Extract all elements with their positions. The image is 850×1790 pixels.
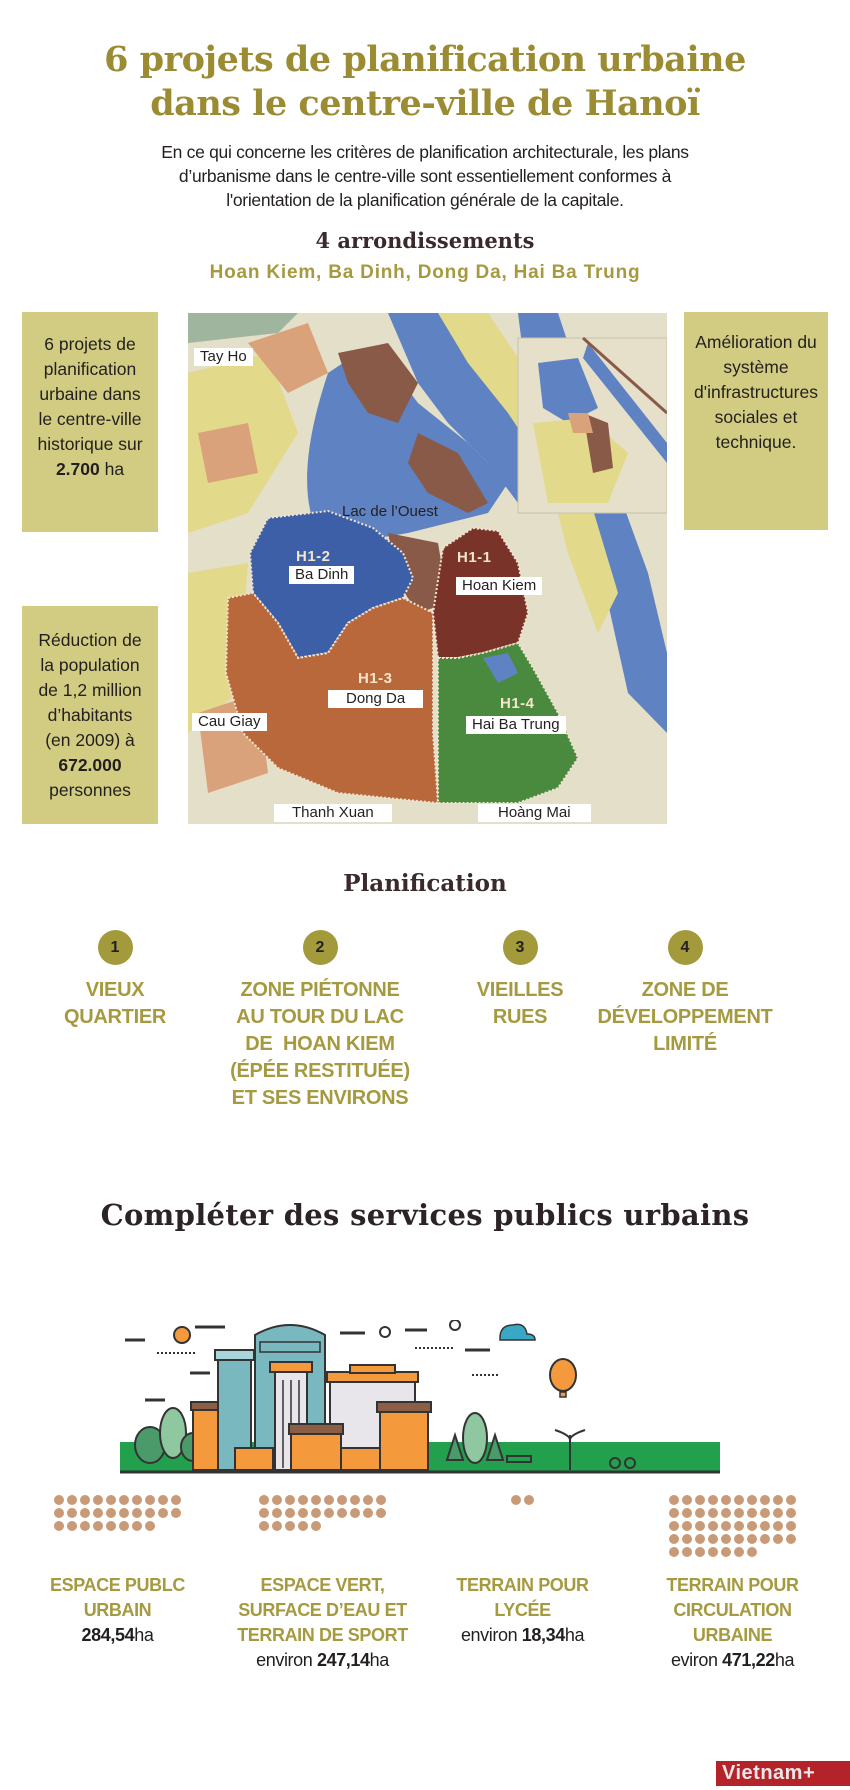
area-dot bbox=[337, 1508, 347, 1518]
label-line: VIEUX bbox=[85, 979, 145, 1001]
number-badge: 4 bbox=[668, 930, 703, 965]
area-dot bbox=[682, 1534, 692, 1544]
area-dot bbox=[311, 1508, 321, 1518]
value-unit: ha bbox=[774, 1650, 795, 1670]
area-dot bbox=[721, 1547, 731, 1557]
stat-label bbox=[640, 1573, 825, 1673]
zone-code-h1-1: H1-1 bbox=[457, 549, 492, 566]
area-dot bbox=[747, 1534, 757, 1544]
value-number: 284,54 bbox=[81, 1625, 135, 1645]
zone-name-hoan-kiem: Hoan Kiem bbox=[456, 577, 542, 595]
area-dot bbox=[119, 1508, 129, 1518]
box-text: personnes bbox=[49, 780, 131, 800]
area-dot bbox=[132, 1521, 142, 1531]
stat-value bbox=[640, 1648, 825, 1673]
area-dot bbox=[669, 1495, 679, 1505]
area-dot bbox=[708, 1534, 718, 1544]
zone-code-h1-4: H1-4 bbox=[500, 695, 535, 712]
value-unit: ha bbox=[369, 1650, 389, 1670]
area-dot bbox=[106, 1508, 116, 1518]
map-label-tay-ho: Tay Ho bbox=[194, 348, 253, 366]
area-dot bbox=[93, 1521, 103, 1531]
title-line-1: 6 projets de planification urbaine bbox=[104, 39, 746, 80]
dot-grid bbox=[440, 1495, 605, 1505]
label-line: ESPACE VERT, bbox=[260, 1575, 385, 1595]
box-text: Réduction de bbox=[38, 630, 142, 650]
area-dot bbox=[376, 1508, 386, 1518]
district-map bbox=[188, 313, 667, 824]
area-dot bbox=[747, 1495, 757, 1505]
area-dot bbox=[376, 1495, 386, 1505]
label-line: DE HOAN KIEM bbox=[245, 1033, 395, 1055]
box-text: (en 2009) à bbox=[45, 730, 135, 750]
stat-value bbox=[225, 1648, 420, 1673]
page-title bbox=[0, 38, 850, 126]
area-dot bbox=[760, 1521, 770, 1531]
area-dot bbox=[734, 1534, 744, 1544]
vietnamplus-logo: Vietnam+ bbox=[716, 1761, 850, 1786]
planning-item-2 bbox=[220, 930, 420, 1112]
area-dot bbox=[158, 1508, 168, 1518]
area-info-box bbox=[22, 312, 158, 532]
area-dot bbox=[324, 1495, 334, 1505]
value-number: 471,22 bbox=[722, 1650, 775, 1670]
area-dot bbox=[786, 1534, 796, 1544]
label-line: URBAINE bbox=[692, 1625, 773, 1645]
area-dot bbox=[682, 1521, 692, 1531]
area-dot bbox=[747, 1521, 757, 1531]
value-unit: ha bbox=[564, 1625, 585, 1645]
title-line-2: dans le centre-ville de Hanoï bbox=[150, 83, 700, 124]
label-line: LYCÉE bbox=[494, 1600, 551, 1620]
area-dot bbox=[721, 1521, 731, 1531]
map-label-cau-giay: Cau Giay bbox=[192, 713, 267, 731]
area-dot bbox=[747, 1508, 757, 1518]
area-dot bbox=[54, 1495, 64, 1505]
area-dot bbox=[747, 1547, 757, 1557]
area-dot bbox=[773, 1534, 783, 1544]
number-badge: 2 bbox=[303, 930, 338, 965]
stat-public-space bbox=[30, 1495, 205, 1645]
area-dot bbox=[708, 1508, 718, 1518]
dot-grid bbox=[225, 1495, 420, 1531]
box-text: urbaine dans bbox=[39, 384, 141, 404]
area-dot bbox=[511, 1495, 521, 1505]
zone-code-h1-2: H1-2 bbox=[296, 548, 331, 565]
area-dot bbox=[760, 1495, 770, 1505]
value-number: 18,34 bbox=[521, 1625, 565, 1645]
box-text: de 1,2 million bbox=[38, 680, 142, 700]
value-number: 247,14 bbox=[316, 1650, 370, 1670]
area-dot bbox=[721, 1534, 731, 1544]
label-line: VIEILLES bbox=[476, 979, 564, 1001]
area-value: 2.700 bbox=[55, 459, 100, 479]
city-skyline-icon bbox=[115, 1320, 725, 1480]
area-dot bbox=[337, 1495, 347, 1505]
area-dot bbox=[695, 1495, 705, 1505]
area-dot bbox=[311, 1495, 321, 1505]
map-label-hoang-mai: Hoàng Mai bbox=[478, 804, 591, 822]
area-dot bbox=[272, 1521, 282, 1531]
area-dot bbox=[669, 1547, 679, 1557]
area-dot bbox=[171, 1495, 181, 1505]
planning-label bbox=[40, 977, 190, 1031]
planning-title: Planification bbox=[343, 870, 507, 897]
area-dot bbox=[67, 1508, 77, 1518]
planning-label bbox=[220, 977, 420, 1112]
area-dot bbox=[734, 1547, 744, 1557]
label-line: CIRCULATION bbox=[673, 1600, 792, 1620]
area-dot bbox=[682, 1495, 692, 1505]
area-dot bbox=[93, 1495, 103, 1505]
area-dot bbox=[119, 1521, 129, 1531]
label-line: TERRAIN POUR bbox=[666, 1575, 799, 1595]
area-dot bbox=[695, 1521, 705, 1531]
box-text: la population bbox=[40, 655, 140, 675]
districts-list: Hoan Kiem, Ba Dinh, Dong Da, Hai Ba Trung bbox=[209, 262, 641, 283]
area-dot bbox=[734, 1495, 744, 1505]
map-label-thanh-xuan: Thanh Xuan bbox=[274, 804, 392, 822]
intro-line-2: d’urbanisme dans le centre-ville sont essentiellement conformes à bbox=[178, 166, 672, 186]
area-dot bbox=[106, 1521, 116, 1531]
label-line: (ÉPÉE RESTITUÉE) bbox=[230, 1060, 410, 1082]
label-line: LIMITÉ bbox=[653, 1033, 717, 1055]
area-dot bbox=[363, 1495, 373, 1505]
box-text: d'infrastructures bbox=[694, 382, 818, 402]
area-dot bbox=[682, 1547, 692, 1557]
area-dot bbox=[734, 1521, 744, 1531]
label-line: ET SES ENVIRONS bbox=[231, 1087, 409, 1109]
population-info-box bbox=[22, 606, 158, 824]
planning-item-4 bbox=[555, 930, 815, 1058]
area-dot bbox=[298, 1508, 308, 1518]
area-dot bbox=[67, 1495, 77, 1505]
area-dot bbox=[311, 1521, 321, 1531]
area-dot bbox=[285, 1495, 295, 1505]
area-dot bbox=[708, 1547, 718, 1557]
area-dot bbox=[695, 1534, 705, 1544]
label-line: ESPACE PUBLC bbox=[50, 1575, 185, 1595]
area-unit: ha bbox=[99, 459, 125, 479]
value-prefix: environ bbox=[460, 1625, 522, 1645]
intro-line-3: l'orientation de la planification générale de la capitale. bbox=[226, 190, 624, 210]
value-prefix: eviron bbox=[670, 1650, 723, 1670]
dot-grid bbox=[30, 1495, 205, 1531]
label-line: SURFACE D’EAU ET bbox=[238, 1600, 407, 1620]
box-text: Amélioration du bbox=[695, 332, 817, 352]
population-value: 672.000 bbox=[58, 755, 122, 775]
area-dot bbox=[272, 1495, 282, 1505]
planning-label bbox=[555, 977, 815, 1058]
area-dot bbox=[786, 1508, 796, 1518]
area-dot bbox=[669, 1534, 679, 1544]
area-dot bbox=[350, 1508, 360, 1518]
value-unit: ha bbox=[134, 1625, 154, 1645]
area-dot bbox=[721, 1508, 731, 1518]
area-dot bbox=[285, 1508, 295, 1518]
area-dot bbox=[786, 1495, 796, 1505]
area-dot bbox=[93, 1508, 103, 1518]
label-line: ZONE PIÉTONNE bbox=[240, 979, 400, 1001]
area-dot bbox=[298, 1495, 308, 1505]
area-dot bbox=[259, 1495, 269, 1505]
zone-name-ba-dinh: Ba Dinh bbox=[289, 566, 354, 584]
area-dot bbox=[773, 1521, 783, 1531]
map-graphic bbox=[188, 313, 667, 824]
area-dot bbox=[80, 1495, 90, 1505]
area-dot bbox=[119, 1495, 129, 1505]
box-text: technique. bbox=[715, 432, 797, 452]
area-dot bbox=[80, 1508, 90, 1518]
number-badge: 1 bbox=[98, 930, 133, 965]
area-dot bbox=[760, 1534, 770, 1544]
area-dot bbox=[259, 1508, 269, 1518]
area-dot bbox=[298, 1521, 308, 1531]
box-text: le centre-ville bbox=[38, 409, 142, 429]
label-line: URBAIN bbox=[83, 1600, 152, 1620]
label-line: TERRAIN POUR bbox=[456, 1575, 589, 1595]
box-text: système bbox=[723, 357, 789, 377]
area-dot bbox=[708, 1495, 718, 1505]
box-text: planification bbox=[43, 359, 137, 379]
area-dot bbox=[721, 1495, 731, 1505]
map-label-lac-ouest: Lac de l’Ouest bbox=[342, 503, 438, 520]
area-dot bbox=[786, 1521, 796, 1531]
area-value-line bbox=[22, 457, 158, 482]
area-dot bbox=[54, 1508, 64, 1518]
area-dot bbox=[695, 1508, 705, 1518]
number-badge: 3 bbox=[503, 930, 538, 965]
area-dot bbox=[80, 1521, 90, 1531]
stat-value bbox=[440, 1623, 605, 1648]
stat-value bbox=[30, 1623, 205, 1648]
area-dot bbox=[285, 1521, 295, 1531]
stat-label bbox=[225, 1573, 420, 1673]
zone-name-dong-da: Dong Da bbox=[328, 690, 423, 708]
area-dot bbox=[350, 1495, 360, 1505]
stat-high-school-land bbox=[440, 1495, 605, 1645]
area-dot bbox=[708, 1521, 718, 1531]
label-line: QUARTIER bbox=[63, 1006, 167, 1028]
area-dot bbox=[773, 1508, 783, 1518]
stat-green-space bbox=[225, 1495, 420, 1670]
dot-grid bbox=[640, 1495, 825, 1557]
area-dot bbox=[54, 1521, 64, 1531]
label-line: TERRAIN DE SPORT bbox=[237, 1625, 408, 1645]
area-dot bbox=[132, 1508, 142, 1518]
area-dot bbox=[669, 1521, 679, 1531]
box-text: d’habitants bbox=[47, 705, 133, 725]
area-dot bbox=[171, 1508, 181, 1518]
area-dot bbox=[106, 1495, 116, 1505]
area-dot bbox=[259, 1521, 269, 1531]
infrastructure-info-box bbox=[684, 312, 828, 530]
area-dot bbox=[158, 1495, 168, 1505]
label-line: RUES bbox=[492, 1006, 548, 1028]
services-title: Compléter des services publics urbains bbox=[100, 1198, 750, 1232]
area-dot bbox=[669, 1508, 679, 1518]
area-dot bbox=[682, 1508, 692, 1518]
stat-label bbox=[30, 1573, 205, 1648]
box-text: historique sur bbox=[37, 434, 143, 454]
box-text: 6 projets de bbox=[44, 334, 136, 354]
stat-label bbox=[440, 1573, 605, 1648]
city-skyline-illustration bbox=[115, 1320, 725, 1480]
area-dot bbox=[145, 1521, 155, 1531]
stat-traffic-land bbox=[640, 1495, 825, 1670]
area-dot bbox=[760, 1508, 770, 1518]
area-dot bbox=[734, 1508, 744, 1518]
zone-code-h1-3: H1-3 bbox=[358, 670, 393, 687]
area-dot bbox=[145, 1508, 155, 1518]
area-dot bbox=[324, 1508, 334, 1518]
area-dot bbox=[695, 1547, 705, 1557]
districts-title: 4 arrondissements bbox=[315, 228, 535, 253]
zone-name-hai-ba-trung: Hai Ba Trung bbox=[466, 716, 566, 734]
area-dot bbox=[363, 1508, 373, 1518]
area-dot bbox=[524, 1495, 534, 1505]
area-dot bbox=[145, 1495, 155, 1505]
planning-item-1 bbox=[40, 930, 190, 1031]
label-line: DÉVELOPPEMENT bbox=[597, 1006, 773, 1028]
area-dot bbox=[773, 1495, 783, 1505]
intro-text bbox=[110, 140, 740, 212]
label-line: AU TOUR DU LAC bbox=[236, 1006, 404, 1028]
area-dot bbox=[132, 1495, 142, 1505]
label-line: ZONE DE bbox=[641, 979, 729, 1001]
area-dot bbox=[272, 1508, 282, 1518]
value-prefix: environ bbox=[256, 1650, 317, 1670]
box-text: sociales et bbox=[714, 407, 798, 427]
area-dot bbox=[67, 1521, 77, 1531]
intro-line-1: En ce qui concerne les critères de planification architecturale, les plans bbox=[161, 142, 689, 162]
